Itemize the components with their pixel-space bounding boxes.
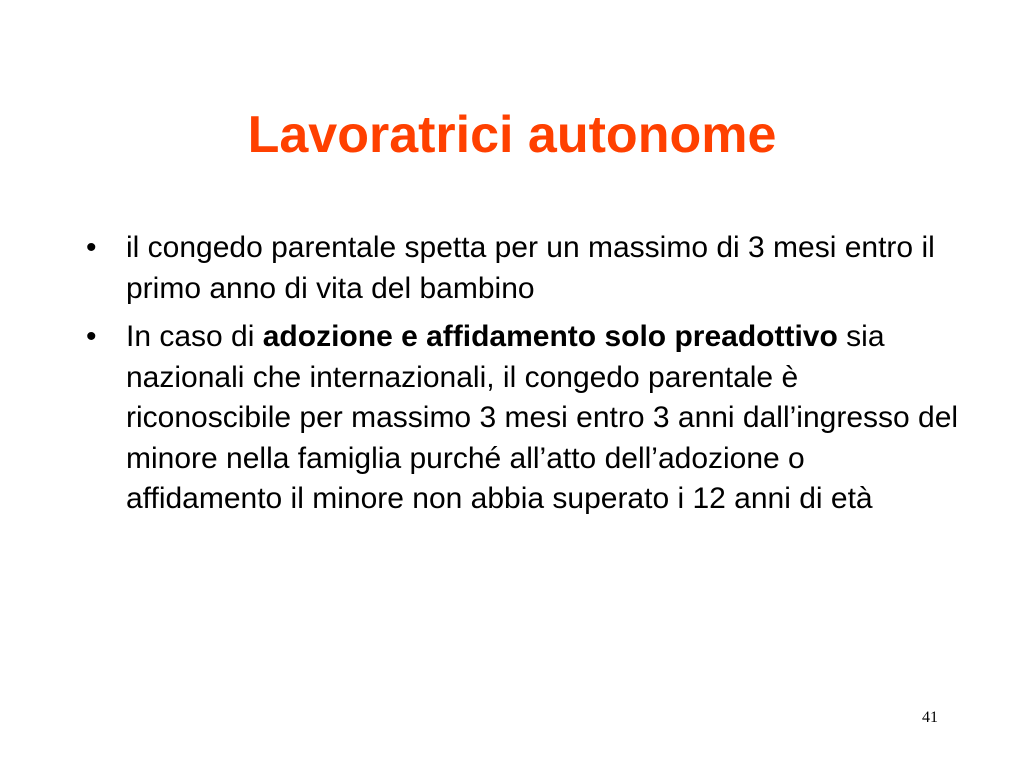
bullet-text-after: sia nazionali che internazionali, il congedo parentale è riconoscibile per massimo 3 mesi entro 3 anni dall’ingresso del minore nella famiglia purché all’atto dell’adozione o affidamento il minore non abbia superato i 12 anni di età xyxy=(126,320,959,515)
bullet-item xyxy=(84,228,964,309)
bullet-list xyxy=(84,228,964,528)
bullet-icon: • xyxy=(86,320,97,353)
bullet-text-before: In caso di xyxy=(126,320,263,353)
bullet-text-bold: adozione e affidamento solo preadottivo xyxy=(262,320,838,353)
bullet-icon: • xyxy=(86,231,97,264)
bullet-text: il congedo parentale spetta per un massimo di 3 mesi entro il primo anno di vita del bambino xyxy=(126,231,935,305)
page-number: 41 xyxy=(922,709,938,726)
bullet-item xyxy=(84,317,964,520)
slide-title: Lavoratrici autonome xyxy=(247,106,777,164)
